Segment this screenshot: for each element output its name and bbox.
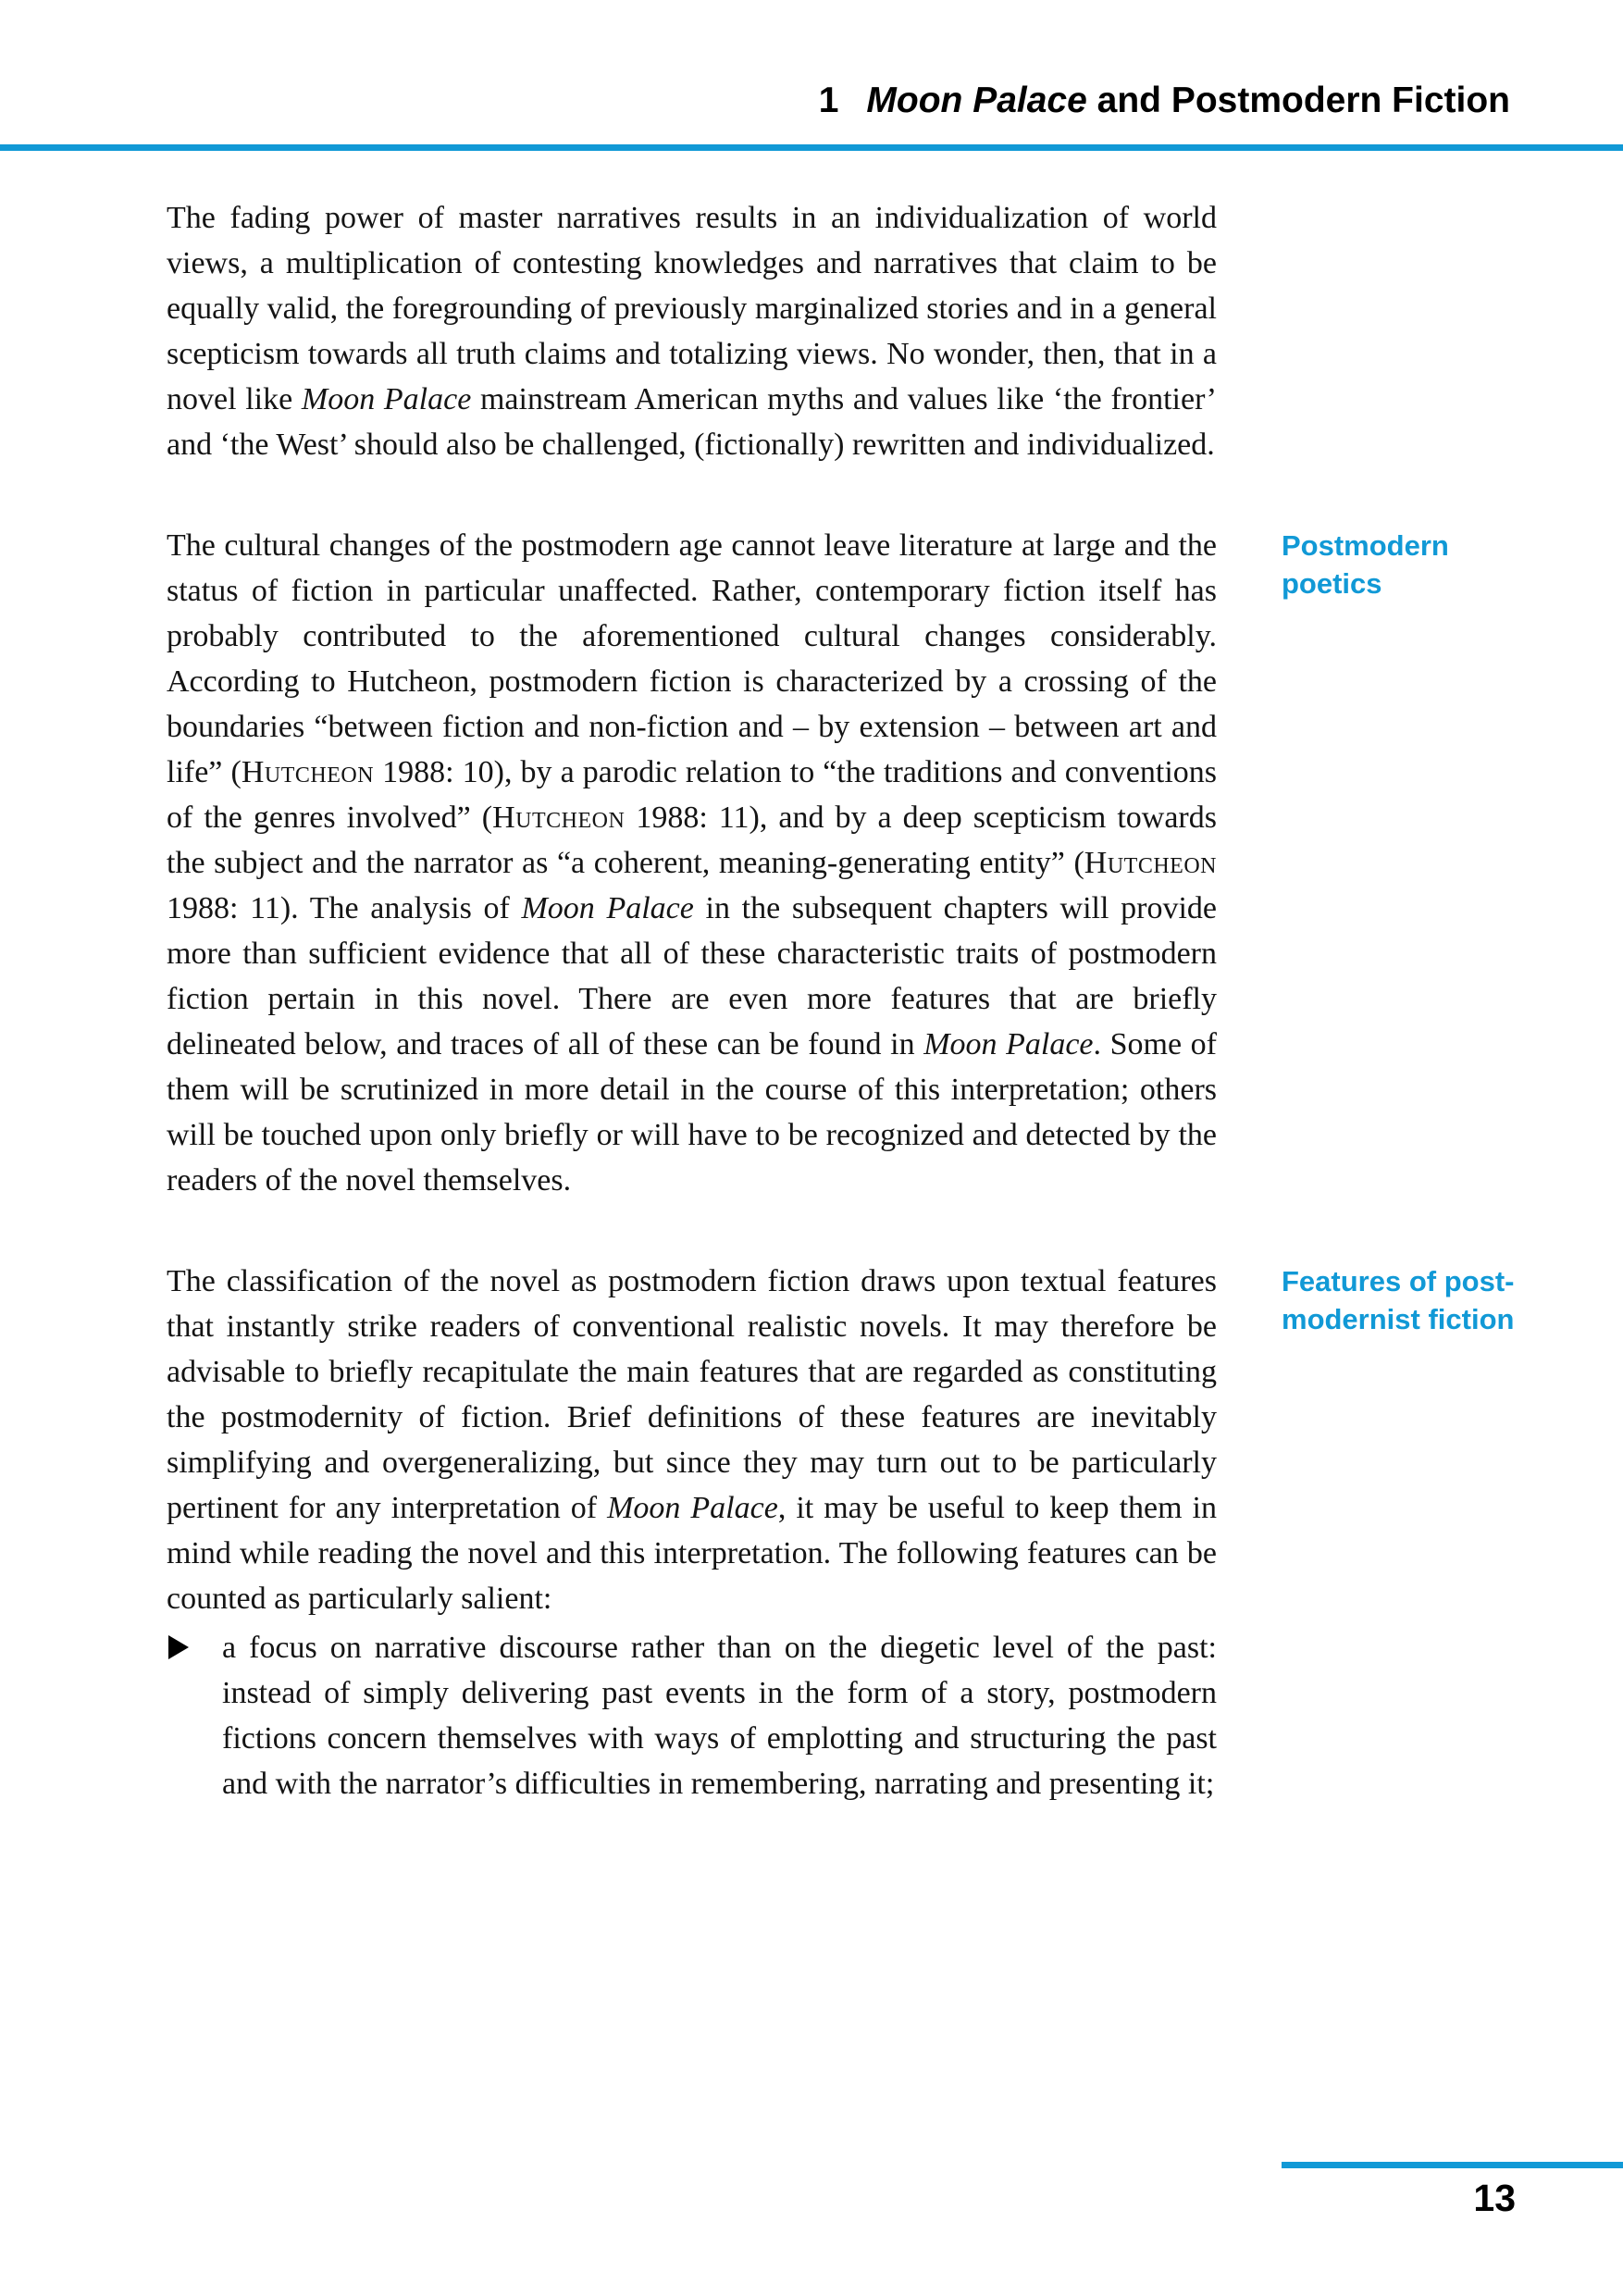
body-text xyxy=(167,195,1515,1806)
chapter-number: 1 xyxy=(818,81,839,120)
paragraph xyxy=(167,1259,1515,1621)
paragraph xyxy=(167,523,1449,1203)
page-number: 13 xyxy=(1473,2177,1516,2219)
chapter-heading xyxy=(167,0,1510,122)
chapter-title-rest: and Postmodern Fiction xyxy=(1086,81,1510,120)
header-rule xyxy=(0,144,1623,151)
page-header xyxy=(0,0,1623,151)
paragraph-text: The cultural changes of the postmodern age cannot leave literature at large and the status of fiction in particular unaffected. Rather, contemporary fiction itself has probably contributed to the aforementioned cultural changes considerably. According to Hutcheon, postmodern fiction is characterized by a crossing of the boundaries “between fiction and non-fiction and – by extension – between art and life” (Hutcheon 1988: 10), by a parodic relation to “the traditions and conventions of the genres involved” (Hutcheon 1988: 11), and by a deep scepticism towards the subject and the narrator as “a coherent, meaning-generating entity” (Hutcheon 1988: 11). The analysis of Moon Palace in the subsequent chapters will provide more than sufficient evidence that all of these characteristic traits of postmodern fiction pertain in this novel. There are even more features that are briefly delineated below, and traces of all of these can be found in Moon Palace. Some of them will be scrutinized in more detail in the course of this interpretation; others will be touched upon only briefly or will have to be recognized and detected by the readers of the novel themselves. xyxy=(167,528,1218,1198)
bullet-triangle-icon xyxy=(168,1635,189,1659)
footer-rule xyxy=(1282,2162,1623,2168)
margin-note: Postmodern poetics xyxy=(1282,529,1449,600)
paragraph-text: The fading power of master narratives results in an individualization of world views, a multiplication of contesting knowledges and narratives that claim to be equally valid, the foregrounding of previously marginalized stories and in a general scepticism towards all truth claims and totalizing views. No wonder, then, that in a novel like Moon Palace mainstream American myths and values like ‘the frontier’ and ‘the West’ should also be challenged, (fictionally) rewritten and individualized. xyxy=(167,201,1217,462)
paragraph-text: The classification of the novel as postmodern fiction draws upon textual features that instantly strike readers of conventional realistic novels. It may therefore be advisable to briefly recapitulate the main features that are regarded as constituting the postmodernity of fiction. Brief definitions of these features are inevitably simplifying and overgeneralizing, but since they may turn out to be particularly pertinent for any interpretation of Moon Palace, it may be useful to keep them in mind while reading the novel and this interpretation. The following features can be counted as particularly salient: xyxy=(167,1264,1218,1616)
paragraph xyxy=(167,195,1217,467)
chapter-title-novel: Moon Palace xyxy=(866,81,1087,120)
bullet-item xyxy=(167,1625,1217,1806)
paragraph-text: a focus on narrative discourse rather than on the diegetic level of the past: instead of simply delivering past events in the form of a story, postmodern fictions concern themselves with ways of emplotting and structuring the past and with the narrator’s difficulties in remembering, narrating and presenting it; xyxy=(222,1631,1217,1801)
margin-note: Features of post-modernist fiction xyxy=(1282,1265,1515,1335)
